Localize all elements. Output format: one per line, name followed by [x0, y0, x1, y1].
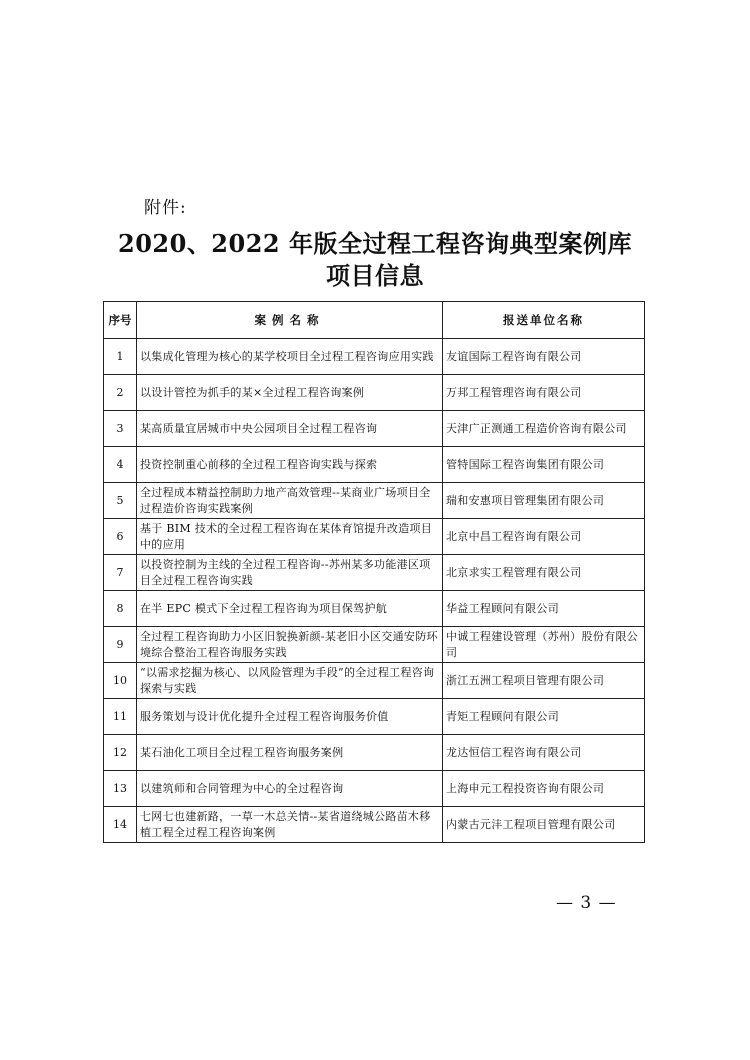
page-number: — 3 — — [556, 893, 617, 913]
row-index: 1 — [104, 339, 137, 375]
row-case-name: 投资控制重心前移的全过程工程咨询实践与探索 — [137, 447, 443, 483]
table-body — [104, 339, 645, 843]
row-index: 5 — [104, 483, 137, 519]
row-case-name: 基于 BIM 技术的全过程工程咨询在某体育馆提升改造项目中的应用 — [137, 519, 443, 555]
table-row — [104, 699, 645, 735]
case-table — [103, 301, 645, 843]
row-unit: 万邦工程管理咨询有限公司 — [443, 375, 645, 411]
row-case-name: 服务策划与设计优化提升全过程工程咨询服务价值 — [137, 699, 443, 735]
row-unit: 上海申元工程投资咨询有限公司 — [443, 771, 645, 807]
document-subtitle: 项目信息 — [326, 261, 424, 290]
row-index: 7 — [104, 555, 137, 591]
header-unit: 报送单位名称 — [443, 302, 645, 339]
row-index: 4 — [104, 447, 137, 483]
row-index: 3 — [104, 411, 137, 447]
row-index: 10 — [104, 663, 137, 699]
row-unit: 青矩工程顾问有限公司 — [443, 699, 645, 735]
row-index: 11 — [104, 699, 137, 735]
row-index: 9 — [104, 627, 137, 663]
row-case-name: 全过程成本精益控制助力地产高效管理--某商业广场项目全过程造价咨询实践案例 — [137, 483, 443, 519]
row-unit: 北京中昌工程咨询有限公司 — [443, 519, 645, 555]
table-row — [104, 447, 645, 483]
header-index: 序号 — [104, 302, 137, 339]
document-title: 2020、2022 年版全过程工程咨询典型案例库 — [118, 229, 632, 258]
row-case-name: 以投资控制为主线的全过程工程咨询--苏州某多功能港区项目全过程工程咨询实践 — [137, 555, 443, 591]
row-unit: 管特国际工程咨询集团有限公司 — [443, 447, 645, 483]
table-row — [104, 627, 645, 663]
attachment-label: 附件: — [144, 198, 187, 218]
row-index: 8 — [104, 591, 137, 627]
row-unit: 内蒙古元沣工程项目管理有限公司 — [443, 807, 645, 843]
row-unit: 北京求实工程管理有限公司 — [443, 555, 645, 591]
table-row — [104, 555, 645, 591]
table-row — [104, 735, 645, 771]
row-case-name: 全过程工程咨询助力小区旧貌换新颜-某老旧小区交通安防环境综合整治工程咨询服务实践 — [137, 627, 443, 663]
table-row — [104, 807, 645, 843]
row-case-name: 某高质量宜居城市中央公园项目全过程工程咨询 — [137, 411, 443, 447]
row-index: 14 — [104, 807, 137, 843]
table-row — [104, 375, 645, 411]
row-index: 6 — [104, 519, 137, 555]
row-index: 13 — [104, 771, 137, 807]
row-case-name: 某石油化工项目全过程工程咨询服务案例 — [137, 735, 443, 771]
row-unit: 中诚工程建设管理（苏州）股份有限公司 — [443, 627, 645, 663]
header-case-name: 案例名称 — [137, 302, 443, 339]
row-unit: 华益工程顾问有限公司 — [443, 591, 645, 627]
table-row — [104, 339, 645, 375]
table-header-row — [104, 302, 645, 339]
row-case-name: 以建筑师和合同管理为中心的全过程咨询 — [137, 771, 443, 807]
row-unit: 瑞和安惠项目管理集团有限公司 — [443, 483, 645, 519]
table-row — [104, 483, 645, 519]
row-case-name: 以集成化管理为核心的某学校项目全过程工程咨询应用实践 — [137, 339, 443, 375]
row-case-name: 七网七也建新路，一草一木总关情--某省道绕城公路苗木移植工程全过程工程咨询案例 — [137, 807, 443, 843]
table-row — [104, 591, 645, 627]
row-unit: 龙达恒信工程咨询有限公司 — [443, 735, 645, 771]
table-row — [104, 663, 645, 699]
row-index: 12 — [104, 735, 137, 771]
table-row — [104, 519, 645, 555]
table-row — [104, 411, 645, 447]
row-case-name: “以需求挖掘为核心、以风险管理为手段”的全过程工程咨询探索与实践 — [137, 663, 443, 699]
row-unit: 友谊国际工程咨询有限公司 — [443, 339, 645, 375]
row-case-name: 在半 EPC 模式下全过程工程咨询为项目保驾护航 — [137, 591, 443, 627]
row-case-name: 以设计管控为抓手的某×全过程工程咨询案例 — [137, 375, 443, 411]
row-unit: 天津广正测通工程造价咨询有限公司 — [443, 411, 645, 447]
row-index: 2 — [104, 375, 137, 411]
table-row — [104, 771, 645, 807]
row-unit: 浙江五洲工程项目管理有限公司 — [443, 663, 645, 699]
